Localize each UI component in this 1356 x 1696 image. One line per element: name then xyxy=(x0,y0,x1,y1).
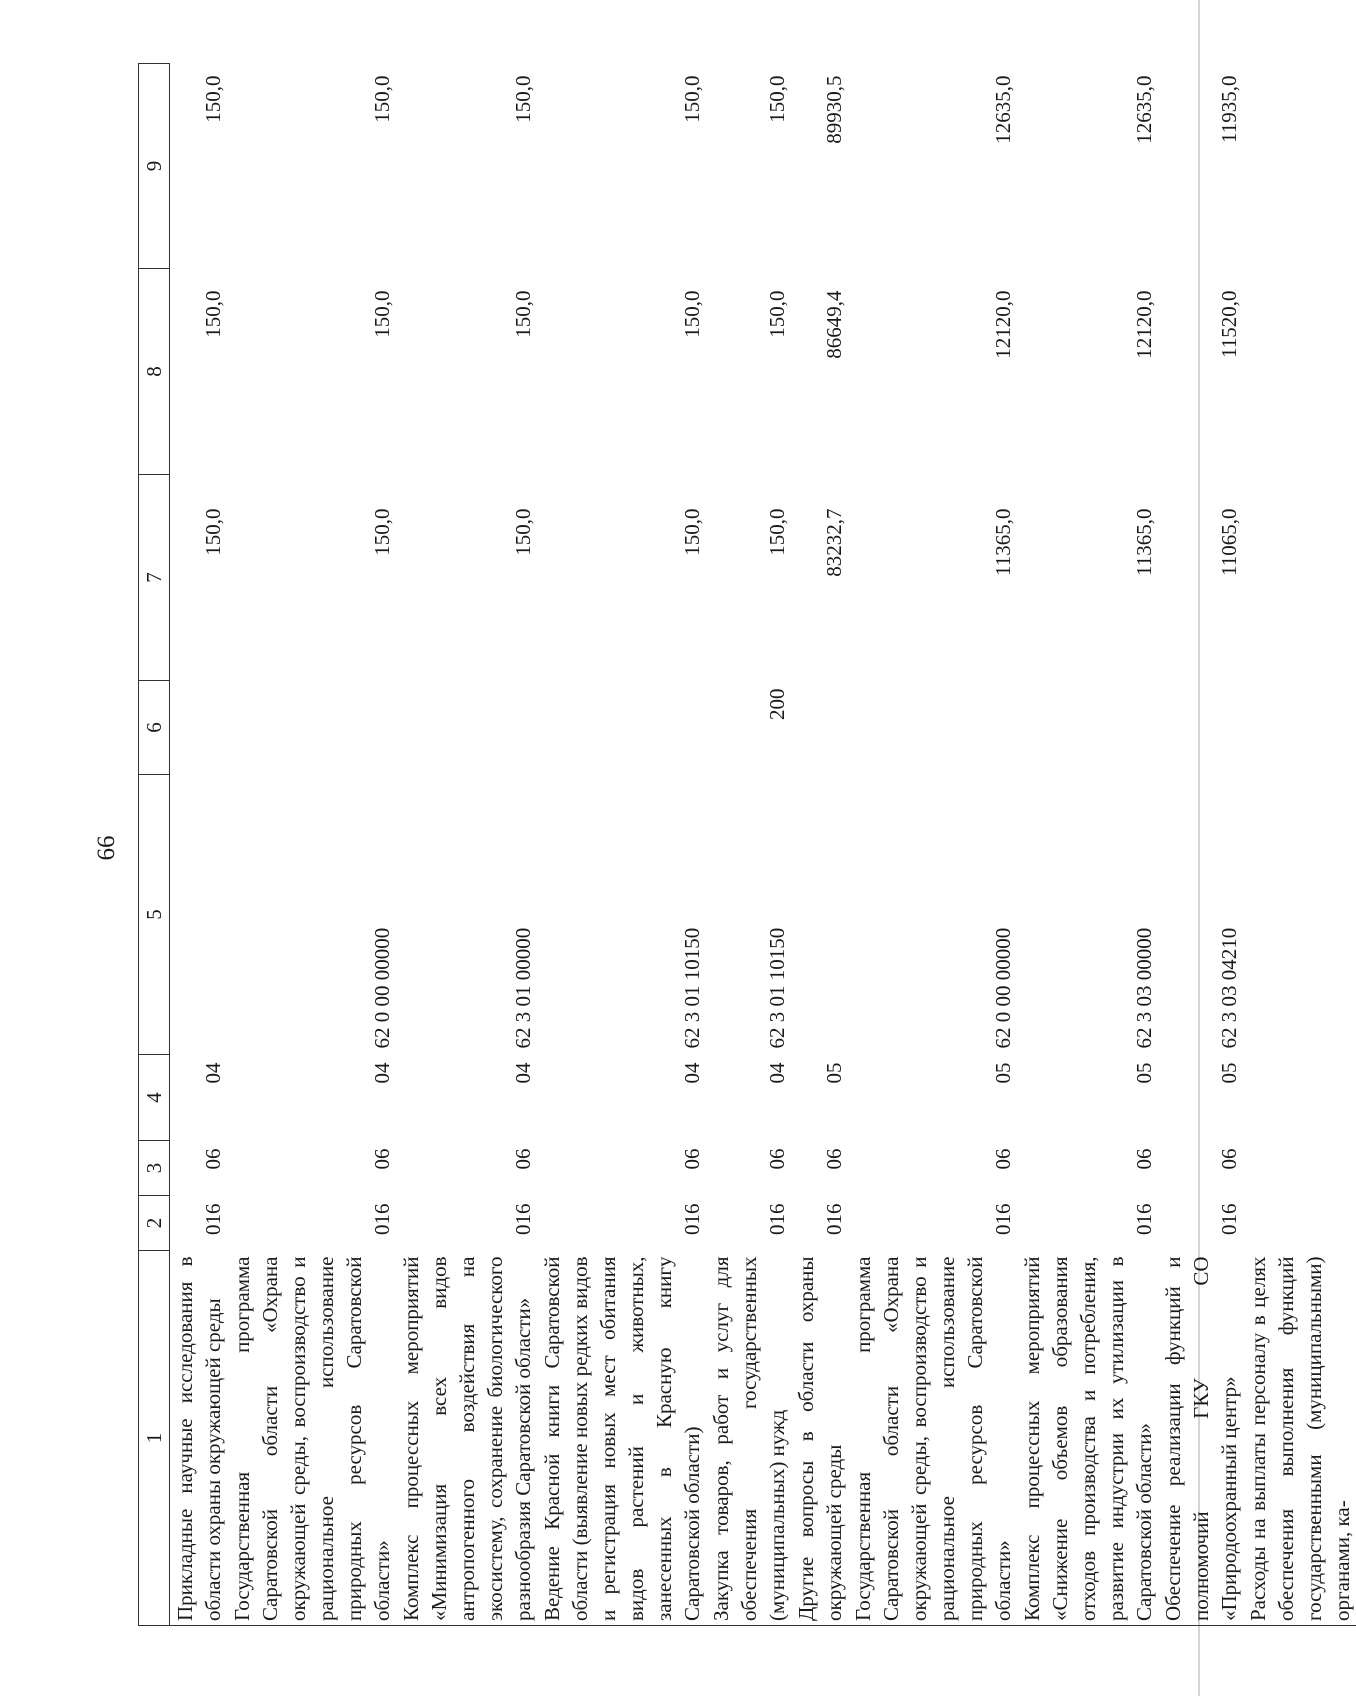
row-expense-type xyxy=(791,681,848,775)
row-section: 06 xyxy=(511,1148,535,1170)
row-section: 06 xyxy=(680,1148,704,1170)
row-target-code: 62 0 00 00000 xyxy=(991,927,1015,1049)
row-subsection: 05 xyxy=(1132,1062,1156,1084)
row-ministry-code: 016 xyxy=(370,1203,394,1235)
table-row xyxy=(706,64,791,1626)
row-value-2024: 11365,0 xyxy=(991,508,1015,576)
row-ministry-code: 016 xyxy=(765,1203,789,1235)
header-col-2: 2 xyxy=(139,1196,170,1251)
row-value-2026: 150,0 xyxy=(765,75,789,123)
row-subsection: 04 xyxy=(370,1062,394,1084)
table-row xyxy=(170,64,228,1626)
row-section: 06 xyxy=(1217,1148,1241,1170)
row-target-code xyxy=(791,775,848,1055)
table-row xyxy=(848,64,1017,1626)
row-expense-type: 200 xyxy=(765,688,789,720)
table-row xyxy=(537,64,706,1626)
row-target-code: 62 0 00 00000 xyxy=(370,927,394,1049)
row-value-2025: 150,0 xyxy=(201,290,225,338)
row-expense-type xyxy=(1243,681,1356,775)
row-expense-type xyxy=(1017,681,1158,775)
row-value-2026: 12635,0 xyxy=(1132,75,1156,144)
table-row xyxy=(1017,64,1158,1626)
row-value-2024: 11365,0 xyxy=(1132,508,1156,576)
table-row xyxy=(227,64,396,1626)
row-section: 06 xyxy=(991,1148,1015,1170)
row-description: Закупка товаров, работ и услуг для обеспечения государственных (муниципальных) нужд xyxy=(706,1251,791,1626)
row-ministry-code: 016 xyxy=(1132,1203,1156,1235)
row-target-code: 62 3 03 04210 xyxy=(1217,927,1241,1049)
header-col-4: 4 xyxy=(139,1055,170,1141)
row-ministry-code xyxy=(1243,1196,1356,1251)
row-target-code: 62 3 01 10150 xyxy=(680,927,704,1049)
header-col-6: 6 xyxy=(139,681,170,775)
row-value-2026: 150,0 xyxy=(370,75,394,123)
header-col-5: 5 xyxy=(139,775,170,1055)
row-expense-type xyxy=(227,681,396,775)
row-ministry-code: 016 xyxy=(680,1203,704,1235)
row-value-2025: 150,0 xyxy=(370,290,394,338)
header-col-8: 8 xyxy=(139,269,170,475)
row-ministry-code: 016 xyxy=(1217,1203,1241,1235)
table-row xyxy=(1243,64,1356,1626)
row-value-2025: 150,0 xyxy=(765,290,789,338)
row-description: Прикладные научные исследования в области охраны окружающей среды xyxy=(170,1251,228,1626)
row-description: Ведение Красной книги Саратовской области (выявление новых редких видов и регистрация новых мест обитания видов растений и животных, занесенных в Красную книгу Саратовской области) xyxy=(537,1251,706,1626)
table-row xyxy=(396,64,537,1626)
row-expense-type xyxy=(537,681,706,775)
budget-table xyxy=(138,63,1356,1626)
row-section: 06 xyxy=(765,1148,789,1170)
row-target-code: 62 3 01 10150 xyxy=(765,927,789,1049)
row-ministry-code: 016 xyxy=(511,1203,535,1235)
row-description: Обеспечение реализации функций и полномочий ГКУ СО «Природоохранный центр» xyxy=(1158,1251,1243,1626)
row-subsection: 05 xyxy=(1217,1062,1241,1084)
header-col-7: 7 xyxy=(139,475,170,681)
row-value-2024: 150,0 xyxy=(765,508,789,556)
row-subsection: 05 xyxy=(822,1062,846,1084)
row-expense-type xyxy=(396,681,537,775)
row-target-code xyxy=(1243,775,1356,1055)
row-value-2024: 150,0 xyxy=(370,508,394,556)
row-target-code xyxy=(170,775,228,1055)
row-section: 06 xyxy=(1132,1148,1156,1170)
row-description: Другие вопросы в области охраны окружающей среды xyxy=(791,1251,848,1626)
row-section xyxy=(1243,1141,1356,1196)
row-value-2024: 11065,0 xyxy=(1217,508,1241,576)
row-description: Расходы на выплаты персоналу в целях обеспечения выполнения функций государственными (муниципальными) органами, ка- xyxy=(1243,1251,1356,1626)
row-description: Комплекс процессных мероприятий «Снижение объемов образования отходов производства и потребления, развитие индустрии их утилизации в Саратовской области» xyxy=(1017,1251,1158,1626)
row-value-2024: 150,0 xyxy=(680,508,704,556)
row-value-2025: 150,0 xyxy=(511,290,535,338)
row-subsection: 04 xyxy=(511,1062,535,1084)
table-row xyxy=(1158,64,1243,1626)
row-section: 06 xyxy=(201,1148,225,1170)
row-value-2025: 12120,0 xyxy=(1132,290,1156,359)
row-value-2025 xyxy=(1243,269,1356,475)
row-value-2026: 89930,5 xyxy=(822,75,846,144)
row-description: Государственная программа Саратовской области «Охрана окружающей среды, воспроизводство и рациональное использование природных ресурсов Саратовской области» xyxy=(848,1251,1017,1626)
header-col-9: 9 xyxy=(139,64,170,269)
row-ministry-code: 016 xyxy=(822,1203,846,1235)
row-subsection: 05 xyxy=(991,1062,1015,1084)
row-value-2026: 150,0 xyxy=(680,75,704,123)
row-description: Государственная программа Саратовской области «Охрана окружающей среды, воспроизводство и рациональное использование природных ресурсов Саратовской области» xyxy=(227,1251,396,1626)
row-expense-type xyxy=(1158,681,1243,775)
table-header-row xyxy=(139,64,170,1626)
row-value-2025: 11520,0 xyxy=(1217,290,1241,358)
row-target-code: 62 3 01 00000 xyxy=(511,927,535,1049)
row-target-code: 62 3 03 00000 xyxy=(1132,927,1156,1049)
row-description: Комплекс процессных мероприятий «Минимизация всех видов антропогенного воздействия на экосистему, сохранение биологического разнообразия Саратовской области» xyxy=(396,1251,537,1626)
row-subsection xyxy=(1243,1055,1356,1141)
row-expense-type xyxy=(848,681,1017,775)
row-ministry-code: 016 xyxy=(991,1203,1015,1235)
row-value-2026: 12635,0 xyxy=(991,75,1015,144)
header-col-1: 1 xyxy=(139,1251,170,1626)
row-value-2024 xyxy=(1243,475,1356,681)
row-value-2026: 150,0 xyxy=(511,75,535,123)
row-value-2026 xyxy=(1243,64,1356,269)
row-value-2024: 83232,7 xyxy=(822,508,846,577)
row-section: 06 xyxy=(370,1148,394,1170)
page-number: 66 xyxy=(93,835,120,861)
table-row xyxy=(791,64,848,1626)
row-subsection: 04 xyxy=(201,1062,225,1084)
row-value-2025: 86649,4 xyxy=(822,290,846,359)
row-value-2025: 12120,0 xyxy=(991,290,1015,359)
row-subsection: 04 xyxy=(680,1062,704,1084)
header-col-3: 3 xyxy=(139,1141,170,1196)
row-value-2025: 150,0 xyxy=(680,290,704,338)
row-value-2026: 150,0 xyxy=(201,75,225,123)
row-ministry-code: 016 xyxy=(201,1203,225,1235)
table-body xyxy=(170,64,1356,1626)
row-section: 06 xyxy=(822,1148,846,1170)
row-expense-type xyxy=(170,681,228,775)
row-subsection: 04 xyxy=(765,1062,789,1084)
row-value-2026: 11935,0 xyxy=(1217,75,1241,143)
row-value-2024: 150,0 xyxy=(511,508,535,556)
row-value-2024: 150,0 xyxy=(201,508,225,556)
